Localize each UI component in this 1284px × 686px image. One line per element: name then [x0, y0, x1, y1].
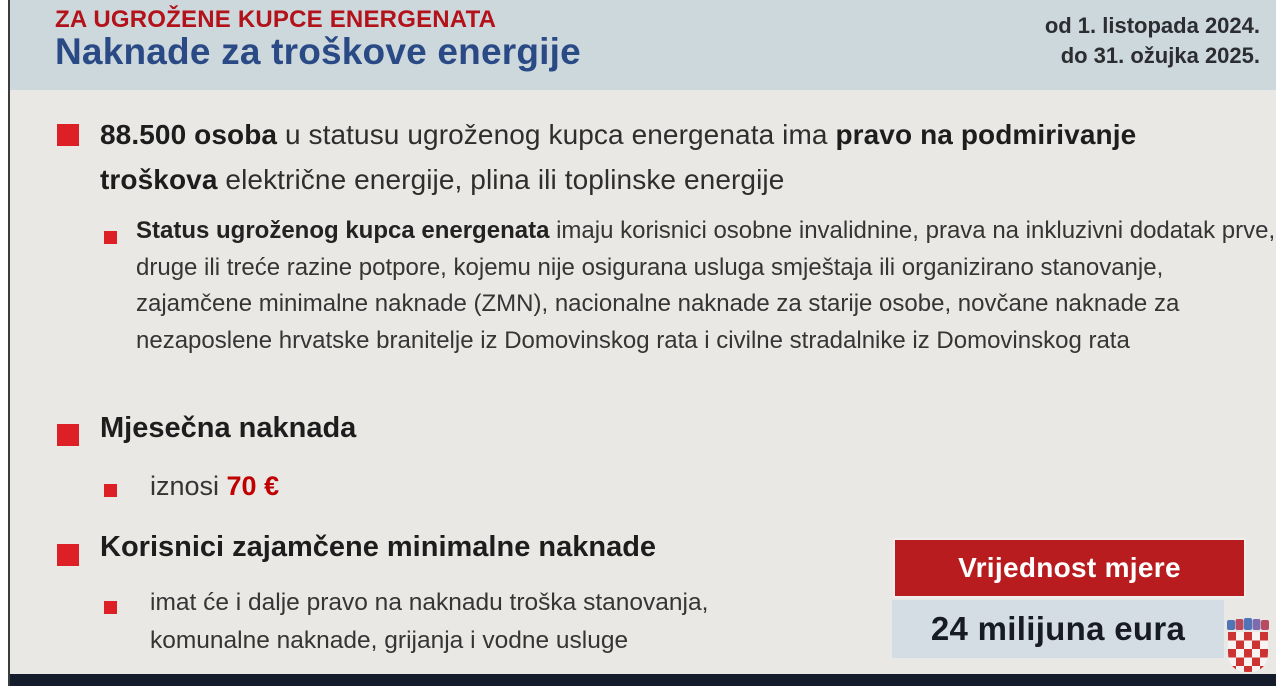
value-amount: 24 milijuna eura: [930, 610, 1186, 647]
slide-header: [10, 0, 1276, 90]
sub-bullet-square-icon: [104, 484, 117, 497]
sub-bullet-square-icon: [104, 231, 117, 244]
value-of-measure-box: [893, 538, 1246, 598]
header-eyebrow: ZA UGROŽENE KUPCE ENERGENATA: [55, 6, 497, 33]
amount-value: 70 €: [226, 471, 280, 501]
bullet-square-icon: [57, 124, 79, 146]
page-title: Naknade za troškove energije: [55, 31, 581, 72]
bullet-zmn-beneficiaries: Korisnici zajamčene minimalne naknade: [100, 531, 657, 563]
left-edge-line: [8, 0, 10, 686]
bullet-monthly-allowance: Mjesečna naknada: [100, 412, 357, 444]
sub-bullet-housing-rights: imat će i dalje pravo na naknadu troška stanovanja, komunalne naknade, grijanja i vodne usluge: [150, 589, 709, 654]
bullet-square-icon: [57, 544, 79, 566]
slide-body: [10, 90, 1276, 674]
sub-bullet-square-icon: [104, 601, 117, 614]
entitlement-count: 88.500 osoba: [100, 119, 278, 150]
status-term: Status ugroženog kupca energenata: [136, 217, 550, 244]
value-amount-box: [892, 600, 1224, 658]
bullet-entitlement: 88.500 osoba u statusu ugroženog kupca energenata ima pravo na podmirivanje troškova električne energije, plina ili toplinske energije: [100, 119, 1137, 195]
validity-date-to: do 31. ožujka 2025.: [1060, 43, 1260, 68]
sub-bullet-amount: iznosi 70 €: [150, 471, 280, 501]
bottom-bar: [10, 674, 1276, 686]
entitlement-right: pravo na podmirivanje troškova: [100, 119, 1137, 195]
validity-date-from: od 1. listopada 2024.: [1044, 13, 1260, 38]
sub-bullet-status-definition: Status ugroženog kupca energenata imaju korisnici osobne invalidnine, prava na inkluzivni dodatak prve, druge ili treće razine potpore, kojemu nije osigurana usluga smještaja ili organizirano stanovanje, zajamčene minimalne naknade (ZMN), nacionalne naknade za starije osobe, novčane naknade za nezaposlene hrvatske branitelje iz Domovinskog rata i civilne stradalnike iz Domovinskog rata: [136, 217, 1276, 354]
croatia-coat-of-arms-icon: [1226, 616, 1270, 674]
value-of-measure-label: Vrijednost mjere: [958, 552, 1181, 583]
bullet-square-icon: [57, 424, 79, 446]
validity-dates: [1045, 11, 1260, 71]
